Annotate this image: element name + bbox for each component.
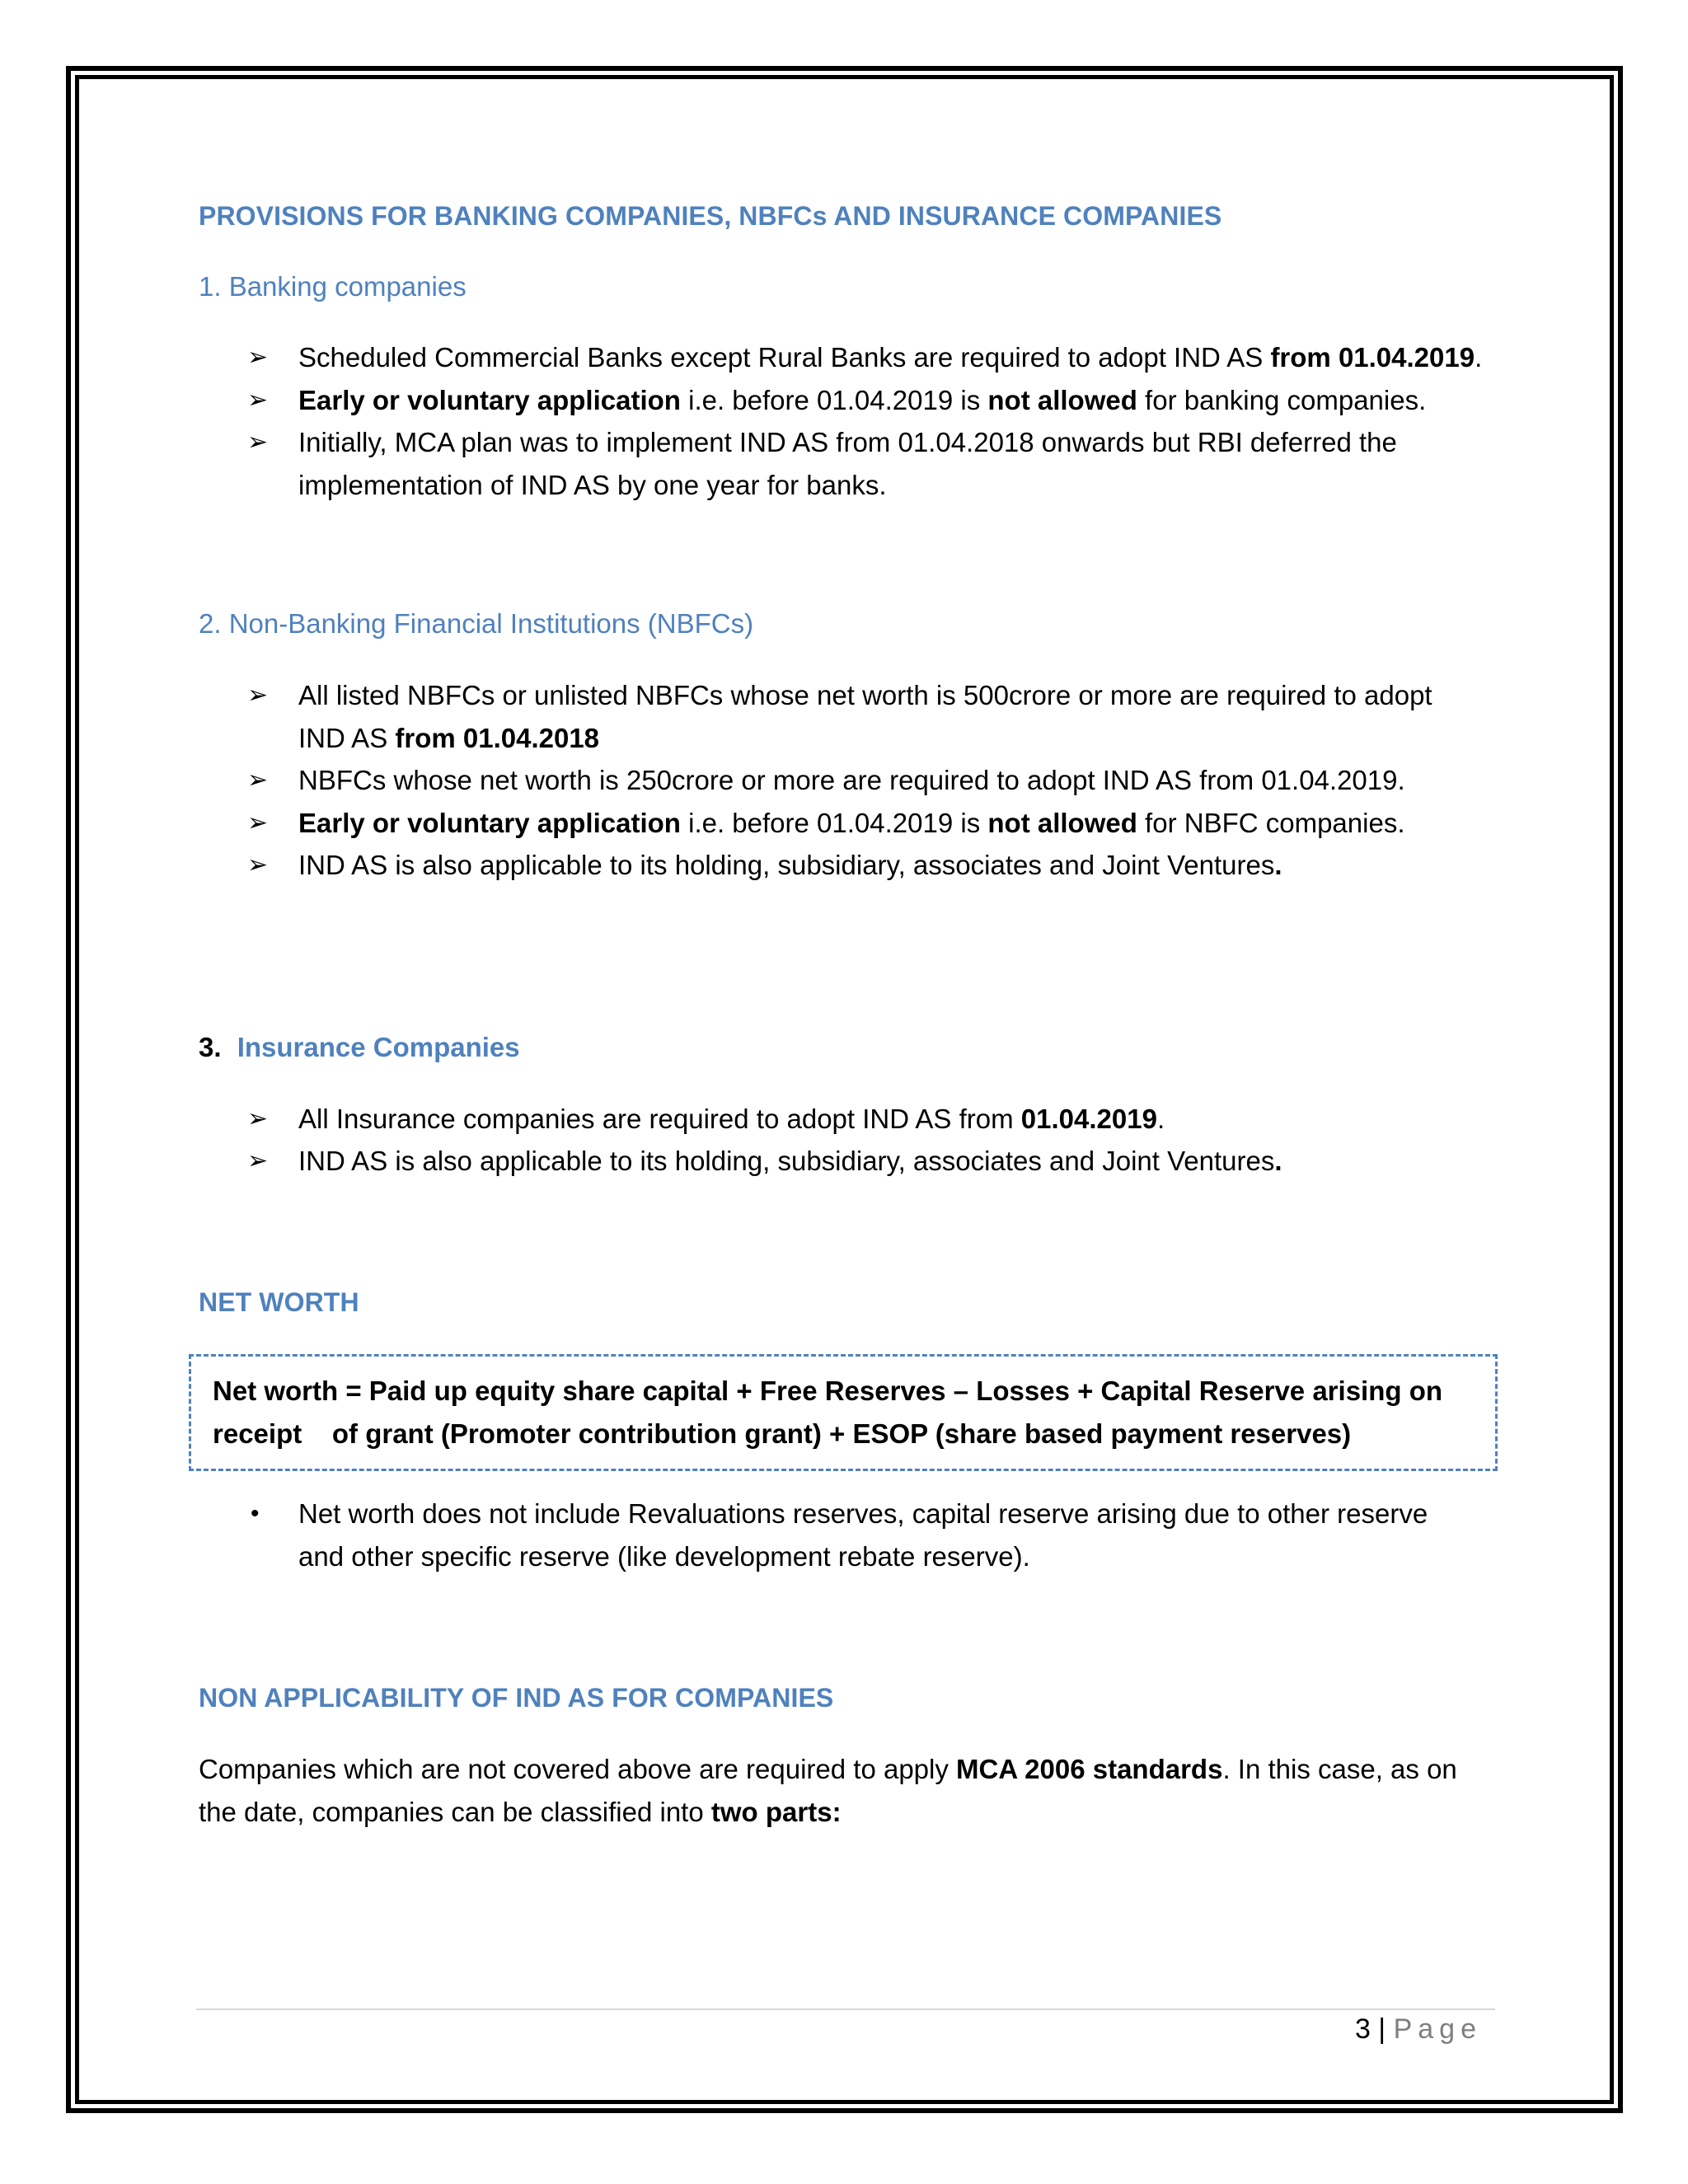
non-applicability-paragraph: Companies which are not covered above are required to apply MCA 2006 standards. In this case, as on the date, companies can be classified into two parts: (199, 1754, 1457, 1827)
dot-bullet-icon: • (251, 1500, 260, 1527)
nbfc-heading: 2. Non-Banking Financial Institutions (NBFCs) (199, 608, 754, 639)
page-title: PROVISIONS FOR BANKING COMPANIES, NBFCs AND INSURANCE COMPANIES (199, 201, 1222, 231)
footer-separator: | (1370, 2013, 1394, 2045)
arrow-bullet-icon: ➢ (247, 766, 269, 794)
insurance-bullet-2: ➢ IND AS is also applicable to its holding, subsidiary, associates and Joint Ventures. (247, 1140, 1484, 1183)
insurance-heading (199, 1032, 520, 1063)
banking-bullet-2: ➢ Early or voluntary application i.e. before 01.04.2019 is not allowed for banking companies. (247, 379, 1484, 422)
page-footer (1355, 2013, 1482, 2046)
arrow-bullet-icon: ➢ (247, 851, 269, 879)
arrow-bullet-icon: ➢ (247, 387, 269, 414)
footer-rule (196, 2008, 1495, 2010)
nbfc-bullet-1: ➢ All listed NBFCs or unlisted NBFCs whose net worth is 500crore or more are required to adopt IND AS from 01.04.2018 (247, 674, 1484, 760)
insurance-number: 3. (199, 1032, 222, 1062)
insurance-title: Insurance Companies (237, 1032, 520, 1062)
page-number: 3 (1354, 2013, 1371, 2045)
arrow-bullet-icon: ➢ (247, 682, 269, 709)
page-label: Page (1393, 2013, 1482, 2045)
arrow-bullet-icon: ➢ (247, 429, 269, 456)
net-worth-formula-line-1: Net worth = Paid up equity share capital + Free Reserves – Losses + Capital Reserve arising on (213, 1376, 1443, 1406)
arrow-bullet-icon: ➢ (247, 344, 269, 371)
banking-bullet-3: ➢ Initially, MCA plan was to implement IND AS from 01.04.2018 onwards but RBI deferred the implementation of IND AS by one year for banks. (247, 421, 1484, 507)
nbfc-bullet-3: ➢ Early or voluntary application i.e. before 01.04.2019 is not allowed for NBFC companies. (247, 802, 1484, 845)
banking-bullet-1: ➢ Scheduled Commercial Banks except Rural Banks are required to adopt IND AS from 01.04.2019. (247, 336, 1484, 379)
arrow-bullet-icon: ➢ (247, 1105, 269, 1132)
banking-heading: 1. Banking companies (199, 271, 467, 302)
arrow-bullet-icon: ➢ (247, 1147, 269, 1174)
net-worth-heading: NET WORTH (199, 1287, 359, 1317)
arrow-bullet-icon: ➢ (247, 809, 269, 837)
insurance-bullet-1: ➢ All Insurance companies are required to adopt IND AS from 01.04.2019. (247, 1098, 1484, 1141)
non-applicability-heading: NON APPLICABILITY OF IND AS FOR COMPANIES (199, 1683, 834, 1713)
net-worth-formula-box (189, 1354, 1498, 1471)
net-worth-note: • Net worth does not include Revaluations reserves, capital reserve arising due to other reserve and other specific reserve (like development rebate reserve). (247, 1493, 1484, 1578)
net-worth-formula-line-2: receipt of grant (Promoter contribution grant) + ESOP (share based payment reserves) (213, 1418, 1352, 1449)
nbfc-bullet-2: ➢ NBFCs whose net worth is 250crore or more are required to adopt IND AS from 01.04.2019. (247, 759, 1484, 802)
nbfc-bullet-4: ➢ IND AS is also applicable to its holding, subsidiary, associates and Joint Ventures. (247, 844, 1484, 887)
